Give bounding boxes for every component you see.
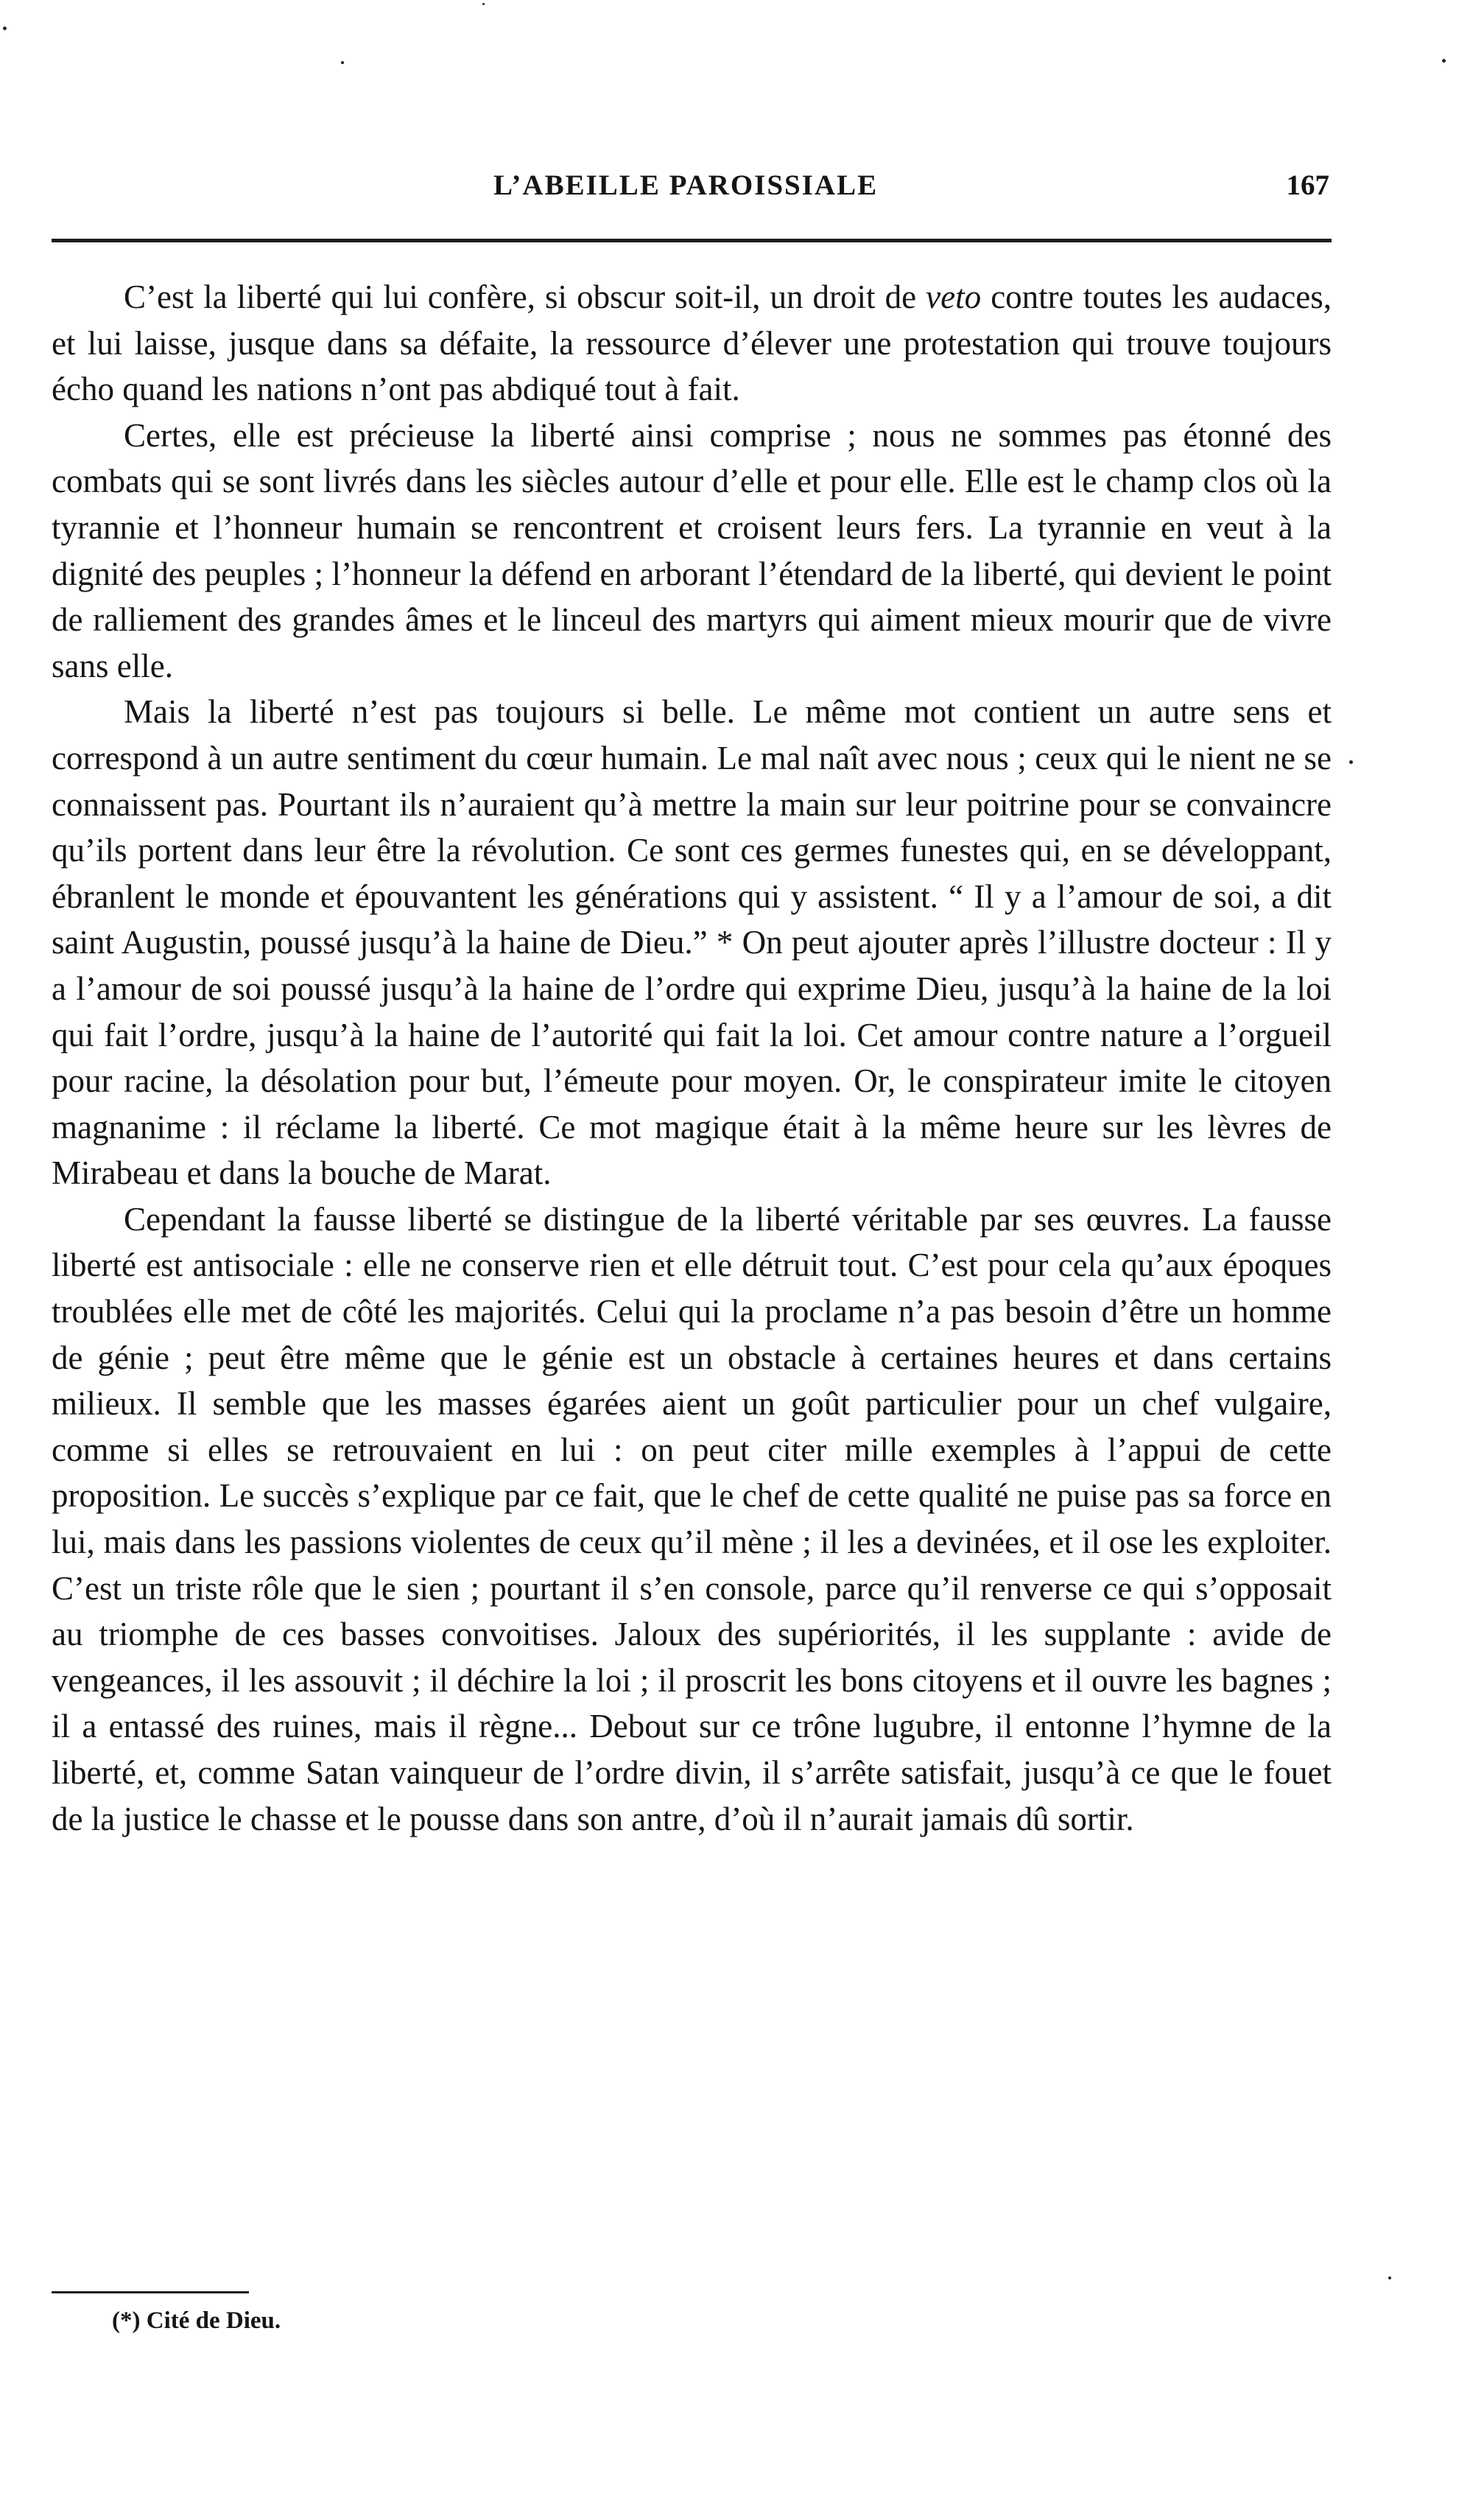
page-header: [52, 168, 1329, 212]
paragraph-4: Cependant la fausse liberté se distingue de la liberté véritable par ses œuvres. La fausse liberté est antisociale : elle ne conserve rien et elle détruit tout. C’est pour cela qu’aux époques troublées elle met de côté les majorités. Celui qui la proclame n’a pas besoin d’être un homme de génie ; peut être même que le génie est un obstacle à certaines heures et dans certains milieux. Il semble que les masses égarées aient un goût particulier pour un chef vulgaire, comme si elles se retrouvaient en lui : on peut citer mille exemples à l’appui de cette proposition. Le succès s’explique par ce fait, que le chef de cette qualité ne puise pas sa force en lui, mais dans les passions violentes de ceux qu’il mène ; il les a devinées, et il ose les exploiter. C’est un triste rôle que le sien ; pourtant il s’en console, parce qu’il renverse ce qui s’opposait au triomphe de ces basses convoitises. Jaloux des supériorités, il les supplante : avide de vengeances, il les assouvit ; il déchire la loi ; il proscrit les bons citoyens et il ouvre les bagnes ; il a entassé des ruines, mais il règne... Debout sur ce trône lugubre, il entonne l’hymne de la liberté, et, comme Satan vainqueur de l’ordre divin, il s’arrête satisfait, jusqu’à ce que le fouet de la justice le chasse et le pousse dans son antre, d’où il n’aurait jamais dû sortir.: [52, 1200, 1332, 1837]
header-rule: [52, 239, 1332, 242]
page-number: 167: [1286, 169, 1329, 201]
body-text: [52, 274, 1332, 1842]
italic-word-veto: veto: [926, 278, 982, 315]
paragraph-2: Certes, elle est précieuse la liberté ainsi comprise ; nous ne sommes pas étonné des combats qui se sont livrés dans les siècles autour d’elle et pour elle. Elle est le champ clos où la tyrannie et l’honneur humain se rencontrent et croisent leurs fers. La tyrannie en veut à la dignité des peuples ; l’honneur la défend en arborant l’étendard de la liberté, qui devient le point de ralliement des grandes âmes et le linceul des martyrs qui aiment mieux mourir que de vivre sans elle.: [52, 416, 1332, 684]
paragraph-3: Mais la liberté n’est pas toujours si belle. Le même mot contient un autre sens et correspond à un autre sentiment du cœur humain. Le mal naît avec nous ; ceux qui le nient ne se connaissent pas. Pourtant ils n’auraient qu’à mettre la main sur leur poitrine pour se convaincre qu’ils portent dans leur être la révolution. Ce sont ces germes funestes qui, en se développant, ébranlent le monde et épouvantent les générations qui y assistent. “ Il y a l’amour de soi, a dit saint Augustin, poussé jusqu’à la haine de Dieu.” * On peut ajouter après l’illustre docteur : Il y a l’amour de soi poussé jusqu’à la haine de l’ordre qui exprime Dieu, jusqu’à la haine de la loi qui fait l’ordre, jusqu’à la haine de l’autorité qui fait la loi. Cet amour contre nature a l’orgueil pour racine, la désolation pour but, l’émeute pour moyen. Or, le conspirateur imite le citoyen magnanime : il réclame la liberté. Ce mot magique était à la même heure sur les lèvres de Mirabeau et dans la bouche de Marat.: [52, 693, 1332, 1192]
paragraph-1-text-end: contre toutes les audaces, et lui laisse, jusque dans sa défaite, la ressource d’élever une protestation qui trouve toujours écho quand les nations n’ont pas abdiqué tout à fait.: [52, 278, 1332, 408]
scan-speck: [341, 61, 344, 64]
footnote: [112, 2304, 281, 2337]
scan-speck: [482, 3, 485, 5]
paragraph-1: [52, 274, 1332, 413]
footnote-marker: (*): [112, 2307, 141, 2334]
scan-speck: [1349, 760, 1353, 764]
scan-speck: [1388, 2276, 1391, 2279]
scan-speck: [1442, 59, 1446, 63]
footnote-rule: [52, 2291, 249, 2293]
running-title: L’ABEILLE PAROISSIALE: [493, 169, 879, 201]
scan-speck: [3, 27, 7, 30]
paragraph-1-text-start: C’est la liberté qui lui confère, si obscur soit-il, un droit de: [124, 278, 926, 315]
footnote-text: Cité de Dieu.: [146, 2307, 281, 2334]
